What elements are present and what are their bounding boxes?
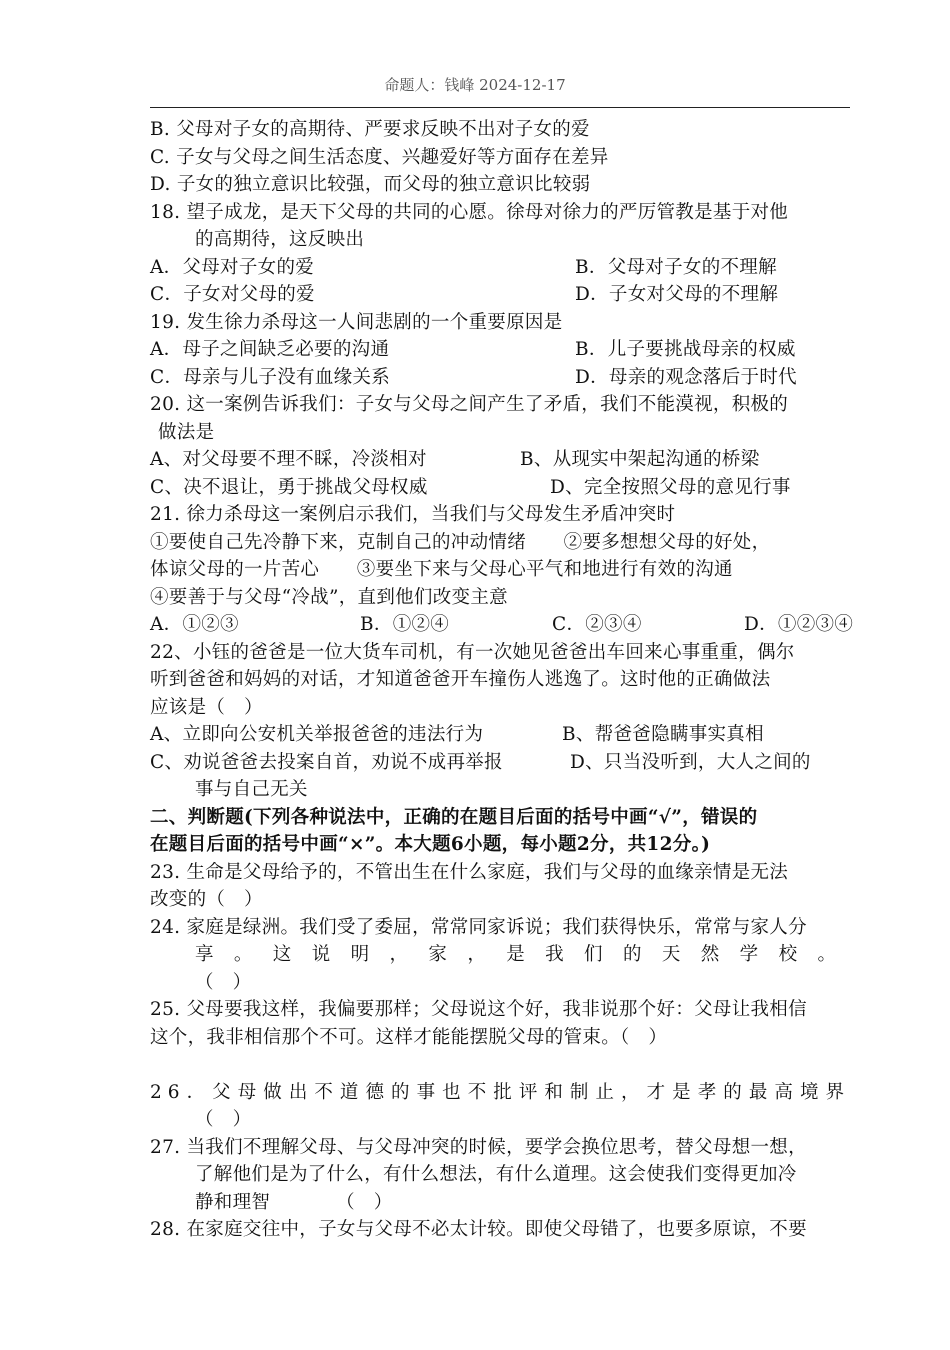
q22-stem-3: 应该是（ ）	[150, 696, 263, 718]
q19-option-c: C．母亲与儿子没有血缘关系	[150, 366, 391, 388]
header-rule	[150, 107, 850, 108]
q24-answer-bracket: （ ）	[195, 971, 252, 993]
q20-option-b: B、从现实中架起沟通的桥梁	[520, 449, 760, 470]
q19-option-d: D．母亲的观念落后于时代	[575, 366, 797, 388]
q21-statement-1: ①要使自己先冷静下来，克制自己的冲动情绪 ②要多想想父母的好处，	[150, 531, 771, 553]
q17-option-d: D. 子女的独立意识比较强，而父母的独立意识比较弱	[150, 174, 591, 195]
q21-statement-2: 体谅父母的一片苦心 ③要坐下来与父母心平气和地进行有效的沟通	[150, 559, 733, 580]
q20-stem-cont: 做法是	[158, 421, 215, 443]
q22-stem-2: 听到爸爸和妈妈的对话，才知道爸爸开车撞伤人逃逸了。这时他的正确做法	[150, 669, 771, 690]
q22-option-b: B、帮爸爸隐瞒事实真相	[562, 724, 764, 745]
q21-stem: 21. 徐力杀母这一案例启示我们，当我们与父母发生矛盾冲突时	[150, 504, 676, 525]
q22-option-d: D、只当没听到，大人之间的	[570, 751, 811, 773]
q18-option-d: D．子女对父母的不理解	[575, 284, 779, 305]
q25-line-1: 25. 父母要我这样，我偏要那样；父母说这个好，我非说那个好：父母让我相信	[150, 999, 807, 1020]
q28-line-1: 28. 在家庭交往中，子女与父母不必太计较。即使父母错了，也要多原谅，不要	[150, 1219, 807, 1240]
section2-heading-2: 在题目后面的括号中画“×”。本大题6小题，每小题2分，共12分。)	[150, 834, 711, 855]
q19-option-b: B．儿子要挑战母亲的权威	[575, 339, 796, 360]
q20-option-c: C、决不退让，勇于挑战父母权威	[150, 476, 428, 498]
q17-option-c: C. 子女与父母之间生活态度、兴趣爱好等方面存在差异	[150, 146, 609, 168]
q26-line-1: 26．父母做出不道德的事也不批评和制止，才是孝的最高境界	[150, 1081, 850, 1103]
q22-stem-1: 22、小钰的爸爸是一位大货车司机，有一次她见爸爸出车回来心事重重，偶尔	[150, 641, 795, 663]
q18-option-a: A．父母对子女的爱	[150, 256, 315, 278]
q20-options-ab	[150, 446, 850, 474]
q19-stem: 19. 发生徐力杀母这一人间悲剧的一个重要原因是	[150, 311, 563, 333]
q26-answer-bracket: （ ）	[195, 1109, 252, 1130]
q23-line-2: 改变的（ ）	[150, 889, 263, 910]
q21-option-a: A．①②③	[150, 614, 239, 635]
q18-options-ab	[150, 254, 850, 282]
q20-option-d: D、完全按照父母的意见行事	[550, 476, 791, 498]
q27-line-3: 静和理智 （ ）	[195, 1191, 393, 1213]
q18-option-b: B．父母对子女的不理解	[575, 256, 777, 278]
q19-options-ab	[150, 336, 850, 364]
q20-options-cd	[150, 474, 850, 502]
q24-line-1: 24. 家庭是绿洲。我们受了委屈，常常同家诉说；我们获得快乐，常常与家人分	[150, 916, 807, 938]
q20-option-a: A、对父母要不理不睬，冷淡相对	[150, 449, 427, 470]
q21-option-b: B．①②④	[360, 614, 450, 635]
q22-options-ab	[150, 721, 850, 749]
spacer	[150, 1051, 850, 1079]
q21-options	[150, 611, 854, 639]
q27-line-1: 27. 当我们不理解父母、与父母冲突的时候，要学会换位思考，替父母想一想，	[150, 1136, 807, 1158]
q18-stem: 18. 望子成龙，是天下父母的共同的心愿。徐母对徐力的严厉管教是基于对他	[150, 201, 789, 223]
q27-line-2: 了解他们是为了什么，有什么想法，有什么道理。这会使我们变得更加冷	[195, 1164, 797, 1185]
q18-stem-cont: 的高期待，这反映出	[195, 229, 365, 250]
q24-line-2: 享。这说明，家，是我们的天然学校。	[195, 944, 850, 965]
q21-statement-3: ④要善于与父母“冷战”，直到他们改变主意	[150, 586, 508, 608]
q25-line-2: 这个，我非相信那个不可。这样才能能摆脱父母的管束。（ ）	[150, 1026, 668, 1048]
section2-heading-1: 二、判断题(下列各种说法中，正确的在题目后面的括号中画“√”，错误的	[150, 806, 758, 828]
q18-options-cd	[150, 281, 850, 309]
q18-option-c: C．子女对父母的爱	[150, 284, 315, 305]
q19-option-a: A．母子之间缺乏必要的沟通	[150, 339, 390, 360]
q17-option-b: B. 父母对子女的高期待、严要求反映不出对子女的爱	[150, 119, 590, 140]
exam-content	[150, 116, 854, 1244]
page-header: 命题人：钱峰 2024-12-17	[384, 76, 566, 94]
q22-option-d-cont: 事与自己无关	[195, 779, 308, 800]
q21-option-c: C．②③④	[552, 614, 642, 635]
q22-options-cd	[150, 749, 850, 777]
q20-stem: 20. 这一案例告诉我们：子女与父母之间产生了矛盾，我们不能漠视，积极的	[150, 394, 789, 415]
q19-options-cd	[150, 364, 850, 392]
q22-option-a: A、立即向公安机关举报爸爸的违法行为	[150, 724, 484, 745]
q23-line-1: 23. 生命是父母给予的，不管出生在什么家庭，我们与父母的血缘亲情是无法	[150, 861, 789, 883]
q21-option-d: D．①②③④	[744, 614, 854, 635]
q22-option-c: C、劝说爸爸去投案自首，劝说不成再举报	[150, 751, 503, 773]
